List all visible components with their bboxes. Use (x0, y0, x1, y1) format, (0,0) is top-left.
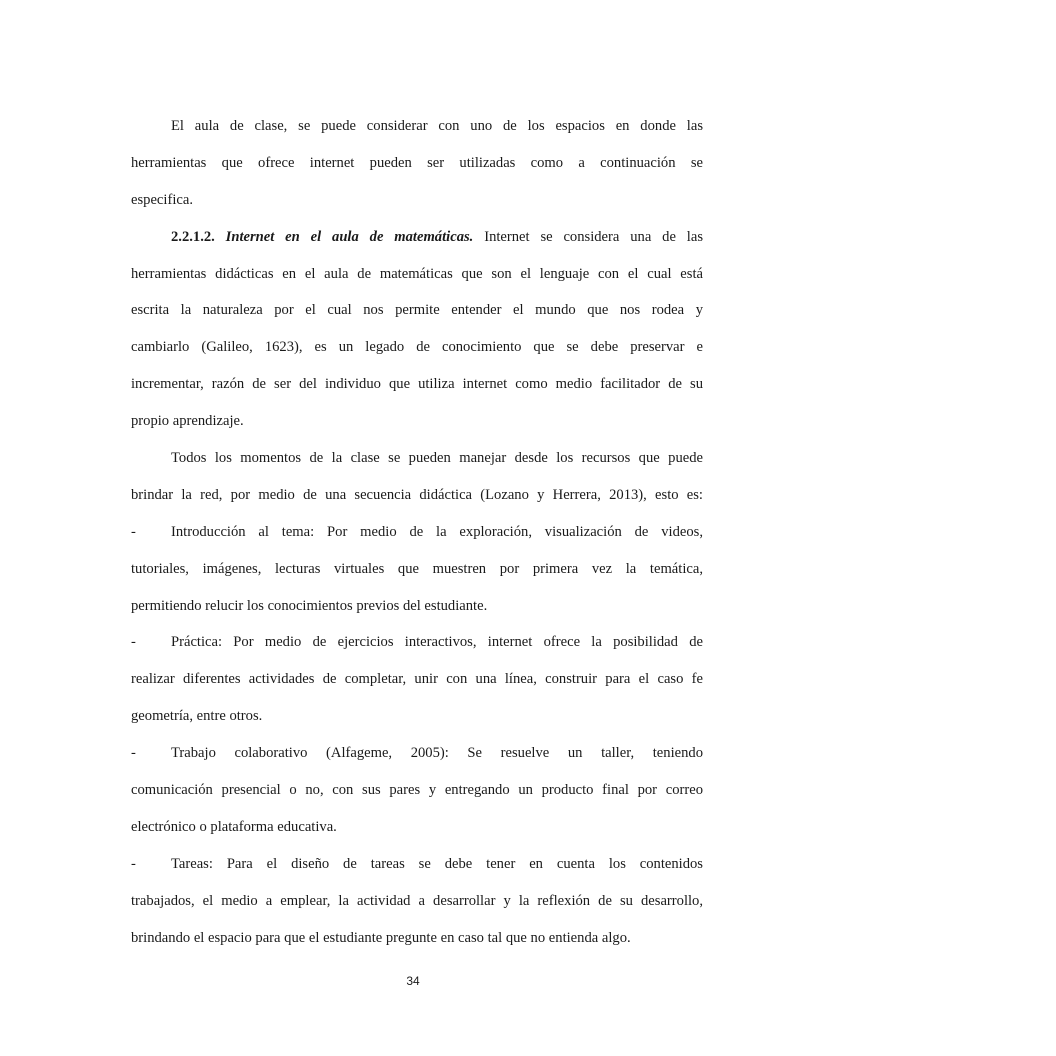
text-line: herramientas didácticas en el aula de matemáticas que son el lenguaje con el cual está (131, 265, 703, 282)
document-page (131, 108, 703, 956)
text-span: Introducción al tema: Por medio de la exploración, visualización de videos, (171, 523, 703, 540)
text-line: tutoriales, imágenes, lecturas virtuales que muestren por primera vez la temática, (131, 560, 703, 577)
section-internet-math (131, 219, 703, 440)
bullet-dash: - (131, 855, 136, 872)
text-line: trabajados, el medio a emplear, la actividad a desarrollar y la reflexión de su desarrollo, (131, 892, 703, 909)
text-line: herramientas que ofrece internet pueden ser utilizadas como a continuación se (131, 154, 703, 171)
list-item (131, 514, 703, 625)
bullet-dash: - (131, 634, 136, 651)
text-line: Todos los momentos de la clase se pueden manejar desde los recursos que puede (171, 450, 703, 467)
text-line: especifica. (131, 191, 193, 208)
text-line: propio aprendizaje. (131, 413, 244, 430)
bullet-list (131, 514, 703, 957)
text-line: realizar diferentes actividades de completar, unir con una línea, construir para el caso fe (131, 671, 703, 688)
text-line: brindar la red, por medio de una secuencia didáctica (Lozano y Herrera, 2013), esto es: (131, 486, 703, 503)
text-line: escrita la naturaleza por el cual nos permite entender el mundo que nos rodea y (131, 302, 703, 319)
text-line: geometría, entre otros. (131, 708, 263, 725)
text-line: electrónico o plataforma educativa. (131, 818, 337, 835)
section-number: 2.2.1.2. (171, 228, 215, 245)
text-span: Tareas: Para el diseño de tareas se debe tener en cuenta los contenidos (171, 855, 703, 872)
section-heading-line (131, 219, 703, 256)
text-span: Trabajo colaborativo (Alfageme, 2005): Se resuelve un taller, teniendo (171, 745, 703, 762)
section-title: Internet en el aula de matemáticas. (225, 228, 474, 245)
text-line: brindando el espacio para que el estudiante pregunte en caso tal que no entienda algo. (131, 929, 631, 946)
text-span: Práctica: Por medio de ejercicios interactivos, internet ofrece la posibilidad de (171, 634, 703, 651)
paragraph-moments (131, 440, 703, 514)
text-line: incrementar, razón de ser del individuo que utiliza internet como medio facilitador de su (131, 376, 703, 393)
list-item (131, 624, 703, 735)
text-line: comunicación presencial o no, con sus pares y entregando un producto final por correo (131, 782, 703, 799)
bullet-dash: - (131, 523, 136, 540)
list-item (131, 735, 703, 846)
text-line: cambiarlo (Galileo, 1623), es un legado de conocimiento que se debe preservar e (131, 339, 703, 356)
text-line: permitiendo relucir los conocimientos previos del estudiante. (131, 597, 488, 614)
list-item (131, 846, 703, 957)
text-span: Internet se considera una de las (484, 228, 703, 245)
bullet-dash: - (131, 745, 136, 762)
text-line: El aula de clase, se puede considerar con uno de los espacios en donde las (171, 118, 703, 134)
page-number: 34 (406, 974, 420, 988)
paragraph-intro (131, 108, 703, 219)
